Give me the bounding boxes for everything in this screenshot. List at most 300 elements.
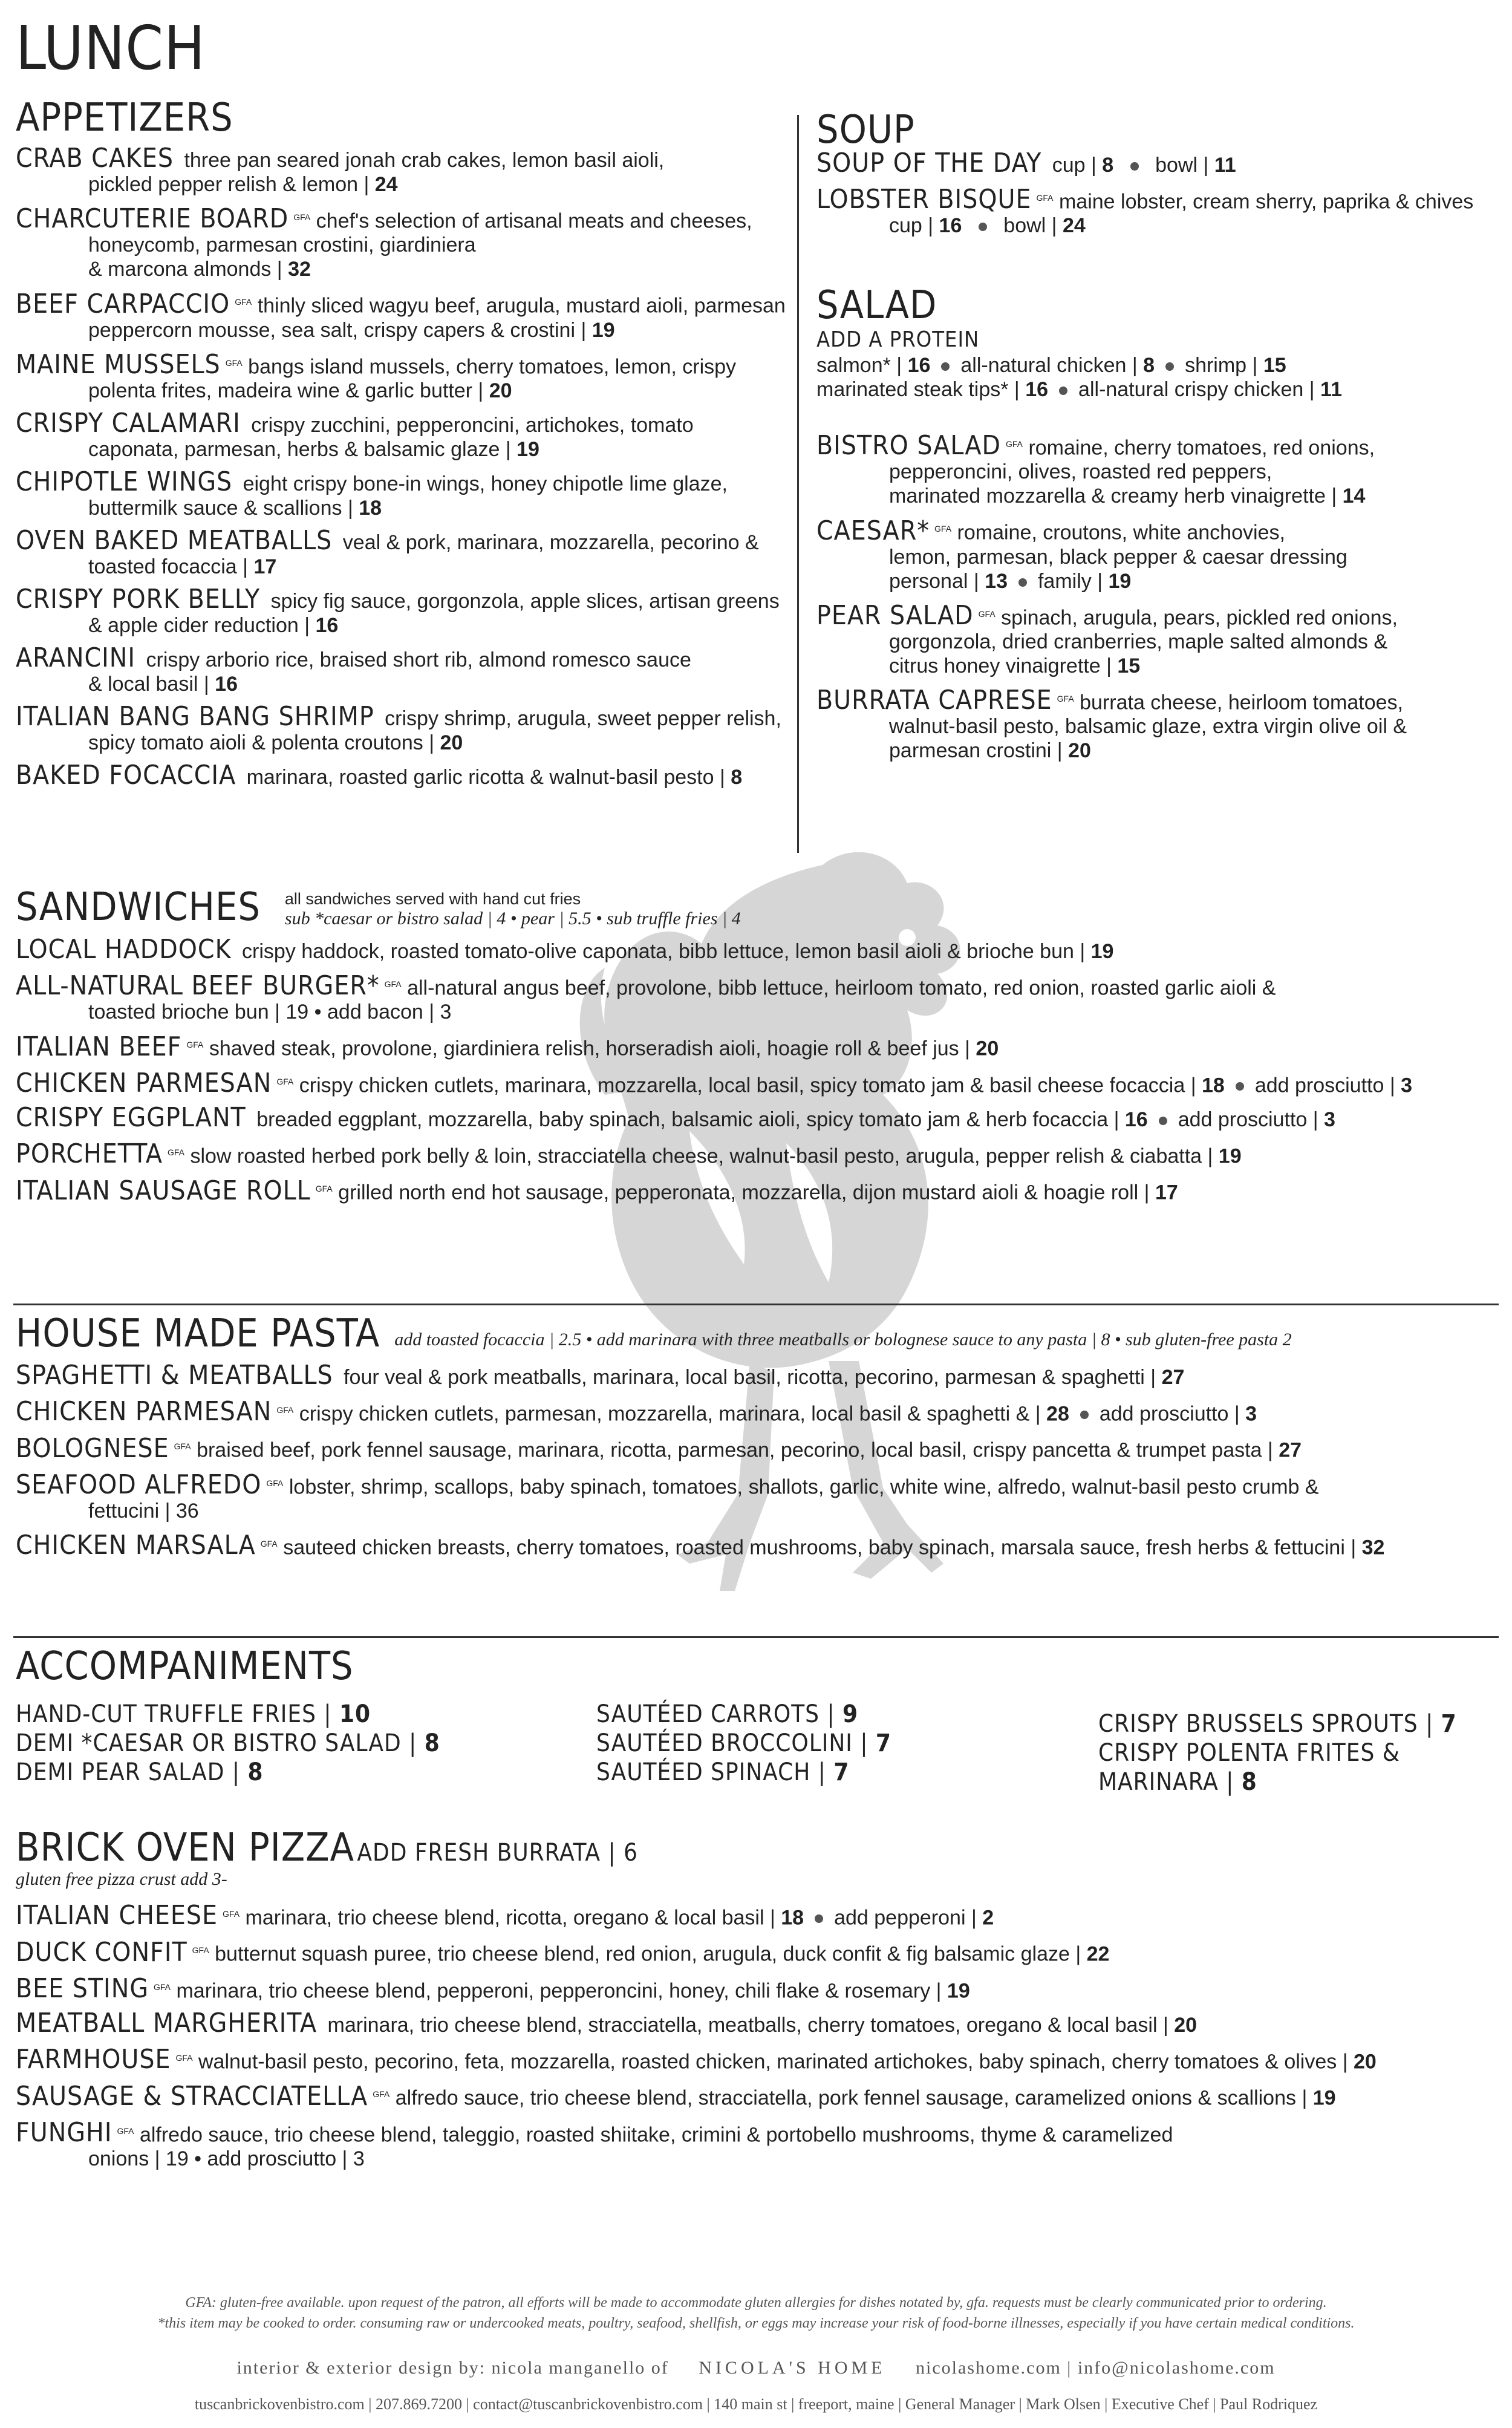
soup-section — [816, 109, 1500, 246]
gfa-mark: GFA — [276, 1076, 294, 1086]
menu-item — [816, 432, 1500, 508]
menu-item — [16, 1975, 1510, 2003]
gfa-mark: GFA — [384, 979, 402, 989]
accompaniment-name: DEMI PEAR SALAD — [16, 1758, 225, 1786]
item-name: MEATBALL MARGHERITA — [16, 2007, 318, 2038]
item-desc: marinated mozzarella & creamy herb vinaigrette | — [889, 485, 1343, 508]
accompaniment-item: HAND-CUT TRUFFLE FRIES | 10 — [16, 1700, 371, 1728]
appetizers-title: APPETIZERS — [16, 96, 233, 140]
item-desc: crispy haddock, roasted tomato-olive caponata, bibb lettuce, lemon basil aioli & brioche bun | — [242, 940, 1091, 963]
item-price: 18 — [781, 1906, 804, 1930]
item-name: MAINE MUSSELS — [16, 348, 221, 380]
item-desc-line — [816, 460, 1500, 484]
item-price: 17 — [253, 555, 277, 578]
item-desc: breaded eggplant, mozzarella, baby spinach, balsamic aioli, spicy tomato jam & herb focaccia | — [256, 1108, 1125, 1131]
item-desc: fettucini | 36 — [88, 1499, 199, 1522]
gfa-mark: GFA — [1057, 693, 1074, 703]
design-credit-contact: nicolashome.com | info@nicolashome.com — [916, 2358, 1276, 2378]
item-desc: & apple cider reduction | — [88, 613, 316, 637]
menu-item — [16, 348, 796, 403]
item-desc-line — [816, 739, 1500, 763]
item-desc: alfredo sauce, trio cheese blend, stracciatella, pork fennel sausage, caramelized onions & scallions | — [395, 2086, 1313, 2110]
item-desc-line — [16, 1000, 1510, 1024]
bisque-bowl-price: 24 — [1062, 214, 1086, 238]
item-desc: romaine, croutons, white anchovies, — [957, 521, 1285, 544]
item-extra: add pepperoni | — [834, 1906, 983, 1930]
add-protein-title: ADD A PROTEIN — [816, 327, 980, 352]
accompaniment-item: SAUTÉED CARROTS | 9 — [596, 1700, 859, 1728]
item-desc: grilled north end hot sausage, pepperonata, mozzarella, dijon mustard aioli & hoagie roll | — [338, 1181, 1155, 1204]
item-desc: alfredo sauce, trio cheese blend, taleggio, roasted shiitake, crimini & portobello mushrooms, thyme & caramelized — [139, 2123, 1173, 2146]
accompaniment-price: 7 — [1441, 1710, 1457, 1738]
divider — [13, 1636, 1499, 1638]
item-desc: crispy zucchini, pepperoncini, artichokes, tomato — [251, 413, 694, 437]
item-desc: spicy fig sauce, gorgonzola, apple slices, artisan greens — [270, 589, 780, 613]
gfa-mark: GFA — [192, 1945, 209, 1956]
pizza-list — [16, 1902, 1510, 2171]
item-desc: toasted focaccia | — [88, 555, 254, 578]
gfa-mark: GFA — [154, 1982, 171, 1992]
item-desc: burrata cheese, heirloom tomatoes, — [1080, 691, 1403, 714]
item-name: SEAFOOD ALFREDO — [16, 1469, 262, 1500]
sandwiches-section — [16, 886, 1510, 1213]
item-desc: thinly sliced wagyu beef, arugula, mustard aioli, parmesan — [257, 294, 786, 318]
item-price: 24 — [374, 173, 398, 196]
menu-item — [16, 1033, 1510, 1060]
bullet-icon — [1059, 387, 1067, 395]
menu-item — [16, 1101, 1510, 1133]
contact-line: tuscanbrickovenbistro.com | 207.869.7200 | contact@tuscanbrickovenbistro.com | 140 main st | freeport, maine | General Manager | Mark Olsen | Executive Chef | Paul Rodriquez — [194, 2395, 1318, 2413]
menu-item — [16, 642, 796, 696]
item-name: BAKED FOCACCIA — [16, 759, 236, 791]
accompaniment-price: 8 — [1241, 1768, 1257, 1796]
item-desc-line — [16, 731, 796, 755]
item-price: 14 — [1342, 485, 1366, 508]
menu-item — [16, 1434, 1510, 1462]
item-desc: crispy chicken cutlets, parmesan, mozzarella, marinara, local basil & spaghetti & | — [299, 1402, 1047, 1426]
item-price: 32 — [288, 258, 311, 281]
menu-item — [16, 934, 1510, 965]
pasta-list — [16, 1360, 1510, 1561]
menu-item — [16, 1398, 1510, 1426]
item-desc: three pan seared jonah crab cakes, lemon basil aioli, — [184, 149, 665, 172]
item-desc: pickled pepper relish & lemon | — [88, 173, 375, 196]
item-desc: marinara, trio cheese blend, stracciatella, meatballs, cherry tomatoes, oregano & local basil | — [327, 2013, 1175, 2037]
accompaniment-item: DEMI PEAR SALAD | 8 — [16, 1758, 264, 1786]
gfa-mark: GFA — [117, 2126, 134, 2136]
menu-item — [16, 205, 796, 281]
column-divider — [797, 115, 799, 853]
item-price: 18 — [359, 496, 382, 520]
gfa-mark: GFA — [1036, 193, 1054, 203]
item-name: BEEF CARPACCIO — [16, 288, 230, 319]
item-name: CRISPY PORK BELLY — [16, 583, 261, 615]
item-price: 27 — [1161, 1366, 1185, 1389]
protein-label: salmon* | — [816, 354, 908, 377]
menu-item — [816, 687, 1500, 763]
accompaniments-col-2 — [596, 1700, 891, 1787]
item-desc-line — [16, 496, 796, 520]
item-extra: add prosciutto | — [1178, 1108, 1325, 1131]
accompaniment-name: SAUTÉED SPINACH — [596, 1758, 811, 1786]
item-desc-line — [16, 379, 796, 403]
item-name: SAUSAGE & STRACCIATELLA — [16, 2080, 368, 2112]
bullet-icon — [1165, 362, 1174, 371]
item-name: DUCK CONFIT — [16, 1936, 187, 1968]
item-price: 20 — [1068, 739, 1091, 763]
item-desc: personal | — [889, 569, 985, 593]
item-name: CHICKEN PARMESAN — [16, 1067, 272, 1098]
menu-item — [16, 583, 796, 638]
item-desc: lemon, parmesan, black pepper & caesar dressing — [889, 545, 1347, 569]
item-extra-price: 3 — [1401, 1073, 1413, 1097]
accompaniment-name: SAUTÉED BROCCOLINI — [596, 1729, 853, 1757]
item-desc-line — [16, 672, 796, 696]
item-name: CHICKEN PARMESAN — [16, 1396, 272, 1428]
protein-price: 16 — [1025, 378, 1049, 401]
item-name: LOCAL HADDOCK — [16, 934, 232, 965]
menu-item — [16, 290, 796, 342]
item-price: 16 — [315, 613, 339, 637]
item-price: 17 — [1155, 1181, 1178, 1204]
soup-cup-label: cup | — [1052, 154, 1103, 177]
item-desc-line — [16, 172, 796, 197]
item-price: 19 — [1312, 2086, 1336, 2110]
item-name: OVEN BAKED MEATBALLS — [16, 524, 333, 556]
accompaniment-price: 8 — [247, 1758, 264, 1786]
appetizer-list — [16, 143, 796, 791]
item-name: ALL-NATURAL BEEF BURGER* — [16, 970, 380, 1002]
protein-price: 11 — [1320, 378, 1342, 401]
item-desc: toasted brioche bun | 19 • add bacon | 3 — [88, 1000, 452, 1024]
item-price: 20 — [440, 731, 463, 754]
item-desc-line — [816, 484, 1500, 508]
accompaniment-price: 8 — [424, 1729, 440, 1757]
item-desc: crispy arborio rice, braised short rib, almond romesco sauce — [146, 648, 691, 671]
item-desc: shaved steak, provolone, giardiniera relish, horseradish aioli, hoagie roll & beef jus | — [209, 1037, 976, 1060]
item-extra: family | — [1037, 569, 1109, 593]
bullet-icon — [1018, 578, 1027, 587]
item-price: 19 — [947, 1979, 970, 2002]
item-desc: walnut-basil pesto, balsamic glaze, extra virgin olive oil & — [889, 715, 1407, 739]
item-desc: crispy shrimp, arugula, sweet pepper relish, — [385, 707, 781, 730]
gfa-mark: GFA — [276, 1405, 294, 1415]
item-desc-line — [16, 437, 796, 462]
protein-label: all-natural chicken | — [960, 354, 1144, 377]
item-name: CRISPY EGGPLANT — [16, 1101, 246, 1133]
footer — [0, 2293, 1512, 2413]
item-desc: slow roasted herbed pork belly & loin, stracciatella cheese, walnut-basil pesto, arugula, pepper relish & ciabatta | — [190, 1144, 1219, 1168]
item-extra: add prosciutto | — [1099, 1402, 1246, 1426]
bullet-icon — [1080, 1411, 1089, 1419]
item-extra-price: 3 — [1245, 1402, 1257, 1426]
bullet-icon — [815, 1914, 823, 1923]
item-extra: add prosciutto | — [1254, 1073, 1401, 1097]
item-desc-line — [16, 233, 796, 257]
menu-item — [816, 599, 1500, 678]
salad-section — [816, 284, 1500, 771]
item-desc: onions | 19 • add prosciutto | 3 — [88, 2147, 365, 2170]
soup-cup-price: 8 — [1102, 154, 1114, 177]
lobster-bisque — [816, 186, 1500, 238]
menu-item — [16, 1902, 1510, 1930]
pizza-note: gluten free pizza crust add 3- — [16, 1869, 227, 1889]
gfa-mark: GFA — [934, 524, 952, 534]
menu-item — [16, 1360, 1510, 1391]
item-price: 20 — [1174, 2013, 1198, 2037]
item-desc: gorgonzola, dried cranberries, maple salted almonds & — [889, 630, 1388, 653]
item-name: BEE STING — [16, 1973, 149, 2004]
item-desc-line — [16, 318, 796, 342]
item-name: BISTRO SALAD — [816, 430, 1001, 462]
item-name: CRAB CAKES — [16, 143, 174, 174]
item-name: CAESAR* — [816, 515, 930, 546]
bullet-icon — [979, 223, 987, 231]
gfa-mark: GFA — [315, 1184, 333, 1194]
accompaniment-item: DEMI *CAESAR OR BISTRO SALAD | 8 — [16, 1729, 440, 1757]
gfa-mark: GFA — [235, 297, 252, 307]
item-desc: butternut squash puree, trio cheese blend, red onion, arugula, duck confit & fig balsamic glaze | — [215, 1942, 1087, 1966]
item-desc: bangs island mussels, cherry tomatoes, lemon, crispy — [248, 354, 737, 378]
item-name: PEAR SALAD — [816, 599, 974, 631]
soup-of-day — [816, 148, 1500, 178]
item-desc: spinach, arugula, pears, pickled red onions, — [1001, 605, 1398, 629]
item-price: 16 — [215, 672, 238, 696]
item-desc: all-natural angus beef, provolone, bibb lettuce, heirloom tomato, red onion, roasted garlic aioli & — [407, 976, 1276, 1000]
item-name: BOLOGNESE — [16, 1432, 169, 1464]
item-name: PORCHETTA — [16, 1138, 163, 1170]
bisque-desc: maine lobster, cream sherry, paprika & chives — [1058, 190, 1474, 214]
item-price: 19 — [516, 437, 539, 461]
accompaniments-section — [16, 1645, 1510, 1821]
accompaniment-name: SAUTÉED CARROTS — [596, 1700, 820, 1728]
bisque-cup-price: 16 — [939, 214, 962, 238]
item-desc: lobster, shrimp, scallops, baby spinach, tomatoes, shallots, garlic, white wine, alfredo, walnut-basil pesto crumb & — [288, 1475, 1319, 1498]
menu-item — [16, 2046, 1510, 2074]
raw-note: *this item may be cooked to order. consuming raw or undercooked meats, poultry, seafood, shellfish, or eggs may increase your risk of food-borne illnesses, especially if you have certain medical conditions. — [157, 2315, 1355, 2331]
item-price: 19 — [1090, 940, 1114, 963]
item-desc: walnut-basil pesto, pecorino, feta, mozzarella, roasted chicken, marinated artichokes, baby spinach, cherry tomatoes & olives | — [198, 2050, 1354, 2074]
gfa-mark: GFA — [266, 1478, 284, 1488]
item-price: 15 — [1117, 654, 1141, 677]
item-desc: buttermilk sauce & scallions | — [88, 496, 359, 520]
protein-price: 15 — [1263, 354, 1286, 377]
item-name: SPAGHETTI & MEATBALLS — [16, 1360, 333, 1391]
item-desc: caponata, parmesan, herbs & balsamic glaze | — [88, 437, 517, 461]
gfa-mark: GFA — [225, 357, 243, 368]
design-credit — [0, 2358, 1512, 2378]
item-name: CRISPY CALAMARI — [16, 407, 241, 439]
menu-item — [16, 700, 796, 755]
item-desc-line — [816, 569, 1500, 593]
soup-bowl-label: bowl | — [1155, 154, 1214, 177]
accompaniment-price: 9 — [842, 1700, 859, 1728]
menu-item — [16, 1069, 1510, 1097]
item-name: CHARCUTERIE BOARD — [16, 203, 289, 235]
item-extra-price: 2 — [982, 1906, 994, 1930]
soup-bowl-price: 11 — [1214, 154, 1236, 177]
protein-row-1 — [816, 353, 1500, 377]
menu-item — [16, 2082, 1510, 2110]
menu-item — [16, 1471, 1510, 1523]
salad-list — [816, 432, 1500, 763]
item-price: 19 — [1218, 1144, 1242, 1168]
gfa-mark: GFA — [260, 1538, 278, 1549]
item-name: FARMHOUSE — [16, 2044, 171, 2075]
item-desc-line — [16, 555, 796, 579]
soup-of-day-name: SOUP OF THE DAY — [816, 148, 1042, 178]
item-price: 27 — [1279, 1438, 1302, 1462]
protein-price: 16 — [907, 354, 931, 377]
item-price: 20 — [489, 379, 512, 402]
bisque-cup-label: cup | — [889, 214, 939, 238]
page-title: LUNCH — [16, 13, 206, 83]
item-desc-line — [816, 545, 1500, 569]
item-price: 22 — [1086, 1942, 1110, 1966]
item-desc: peppercorn mousse, sea salt, crispy capers & crostini | — [88, 318, 592, 342]
item-price: 13 — [985, 569, 1008, 593]
gfa-mark: GFA — [168, 1147, 185, 1157]
menu-item — [16, 1140, 1510, 1168]
item-extra-price: 19 — [1108, 569, 1132, 593]
item-desc: honeycomb, parmesan crostini, giardiniera — [88, 233, 476, 257]
pasta-title: HOUSE MADE PASTA — [16, 1311, 380, 1356]
item-price: 32 — [1361, 1536, 1385, 1559]
item-name: CHIPOTLE WINGS — [16, 466, 233, 497]
item-name: BURRATA CAPRESE — [816, 685, 1052, 716]
bullet-icon — [1159, 1117, 1167, 1125]
protein-price: 8 — [1143, 354, 1155, 377]
item-desc-line — [816, 654, 1500, 678]
item-desc: four veal & pork meatballs, marinara, local basil, ricotta, pecorino, parmesan & spaghetti | — [344, 1366, 1162, 1389]
item-desc: pepperoncini, olives, roasted red peppers, — [889, 460, 1272, 484]
item-desc: romaine, cherry tomatoes, red onions, — [1028, 436, 1375, 460]
gfa-mark: GFA — [1005, 439, 1023, 449]
sandwiches-note: all sandwiches served with hand cut fries — [284, 890, 581, 908]
gfa-mark: GFA — [978, 609, 996, 619]
menu-item — [16, 466, 796, 520]
pizza-title: BRICK OVEN PIZZA — [16, 1826, 354, 1870]
item-desc: crispy chicken cutlets, marinara, mozzarella, local basil, spicy tomato jam & basil cheese focaccia | — [299, 1073, 1202, 1097]
menu-item — [16, 524, 796, 579]
item-price: 8 — [731, 765, 743, 789]
item-desc: citrus honey vinaigrette | — [889, 654, 1118, 677]
menu-item — [16, 2116, 1510, 2171]
accompaniments-col-3 — [1098, 1709, 1510, 1797]
item-desc: veal & pork, marinara, mozzarella, pecorino & — [342, 530, 759, 554]
item-desc: chef's selection of artisanal meats and cheeses, — [316, 209, 752, 233]
item-desc: spicy tomato aioli & polenta croutons | — [88, 731, 440, 754]
item-name: ARANCINI — [16, 642, 136, 673]
accompaniment-price: 10 — [339, 1700, 371, 1728]
item-price: 16 — [1124, 1108, 1148, 1131]
item-desc: marinara, roasted garlic ricotta & walnut-basil pesto | — [246, 765, 731, 789]
item-desc-line — [16, 257, 796, 281]
pizza-title-note: ADD FRESH BURRATA | 6 — [357, 1839, 638, 1867]
accompaniment-price: 7 — [875, 1729, 891, 1757]
item-name: ITALIAN BEEF — [16, 1031, 182, 1062]
accompaniments-title: ACCOMPANIMENTS — [16, 1644, 354, 1689]
sandwiches-title: SANDWICHES — [16, 885, 261, 930]
item-desc: & local basil | — [88, 672, 215, 696]
menu-item — [16, 759, 796, 791]
item-desc: & marcona almonds | — [88, 258, 288, 281]
sandwiches-subs: sub *caesar or bistro salad | 4 • pear | 5.5 • sub truffle fries | 4 — [284, 909, 741, 928]
accompaniment-item: SAUTÉED BROCCOLINI | 7 — [596, 1729, 891, 1757]
menu-item — [16, 1938, 1510, 1966]
menu-item — [816, 517, 1500, 593]
item-desc: sauteed chicken breasts, cherry tomatoes, roasted mushrooms, baby spinach, marsala sauce, fresh herbs & fettucini | — [283, 1536, 1362, 1559]
menu-item — [16, 2007, 1510, 2038]
item-desc-line — [816, 630, 1500, 654]
menu-item — [16, 1176, 1510, 1204]
item-price: 18 — [1201, 1073, 1225, 1097]
accompaniment-item: CRISPY POLENTA FRITES & MARINARA | 8 — [1098, 1739, 1400, 1796]
bullet-icon — [1130, 162, 1139, 171]
gfa-mark: GFA — [373, 2089, 390, 2100]
item-desc: braised beef, pork fennel sausage, marinara, ricotta, parmesan, pecorino, local basil, crispy pancetta & trumpet pasta | — [197, 1438, 1279, 1462]
item-desc-line — [16, 1499, 1510, 1523]
gfa-mark: GFA — [175, 2052, 193, 2063]
item-desc: marinara, trio cheese blend, ricotta, oregano & local basil | — [245, 1906, 781, 1930]
accompaniments-col-1 — [16, 1700, 440, 1787]
pizza-section — [16, 1827, 1510, 2179]
item-price: 28 — [1046, 1402, 1069, 1426]
bisque-name: LOBSTER BISQUE — [816, 184, 1032, 215]
item-name: ITALIAN CHEESE — [16, 1900, 218, 1931]
menu-item — [16, 407, 796, 462]
menu-item — [16, 143, 796, 197]
accompaniment-name: CRISPY POLENTA FRITES & MARINARA — [1098, 1739, 1400, 1796]
item-price: 19 — [591, 318, 615, 342]
gfa-mark: GFA — [186, 1040, 204, 1050]
item-name: ITALIAN SAUSAGE ROLL — [16, 1175, 311, 1206]
divider — [13, 1304, 1499, 1305]
accompaniment-name: CRISPY BRUSSELS SPROUTS — [1098, 1710, 1418, 1738]
item-name: CHICKEN MARSALA — [16, 1530, 256, 1561]
sandwich-list — [16, 934, 1510, 1206]
accompaniment-name: HAND-CUT TRUFFLE FRIES — [16, 1700, 316, 1728]
accompaniment-item: CRISPY BRUSSELS SPROUTS | 7 — [1098, 1710, 1457, 1738]
nicolas-home-logo: NICOLA'S HOME — [699, 2358, 886, 2378]
gfa-mark: GFA — [293, 212, 311, 222]
menu-item — [16, 1532, 1510, 1559]
item-desc: polenta frites, madeira wine & garlic butter | — [88, 379, 489, 402]
protein-row-2 — [816, 377, 1500, 402]
item-desc: eight crispy bone-in wings, honey chipotle lime glaze, — [243, 472, 728, 495]
menu-item — [16, 972, 1510, 1024]
item-desc-line — [16, 2147, 1510, 2171]
pasta-section — [16, 1313, 1510, 1568]
soup-title: SOUP — [816, 108, 915, 152]
protein-label: marinated steak tips* | — [816, 378, 1026, 401]
salad-title: SALAD — [816, 283, 937, 328]
item-desc-line — [16, 613, 796, 638]
accompaniment-price: 7 — [833, 1758, 850, 1786]
protein-label: shrimp | — [1185, 354, 1263, 377]
bullet-icon — [941, 362, 950, 371]
item-desc: marinara, trio cheese blend, pepperoni, pepperoncini, honey, chili flake & rosemary | — [176, 1979, 947, 2002]
protein-label: all-natural crispy chicken | — [1078, 378, 1321, 401]
gfa-mark: GFA — [174, 1441, 191, 1452]
item-price: 20 — [1354, 2050, 1377, 2074]
gfa-note: GFA: gluten-free available. upon request of the patron, all efforts will be made to accommodate gluten allergies for dishes notated by, gfa. requests must be clearly communicated prior to ordering. — [185, 2295, 1327, 2311]
item-extra-price: 3 — [1324, 1108, 1335, 1131]
item-price: 20 — [976, 1037, 999, 1060]
gfa-mark: GFA — [223, 1909, 240, 1919]
bullet-icon — [1236, 1082, 1244, 1091]
bisque-bowl-label: bowl | — [1003, 214, 1063, 238]
